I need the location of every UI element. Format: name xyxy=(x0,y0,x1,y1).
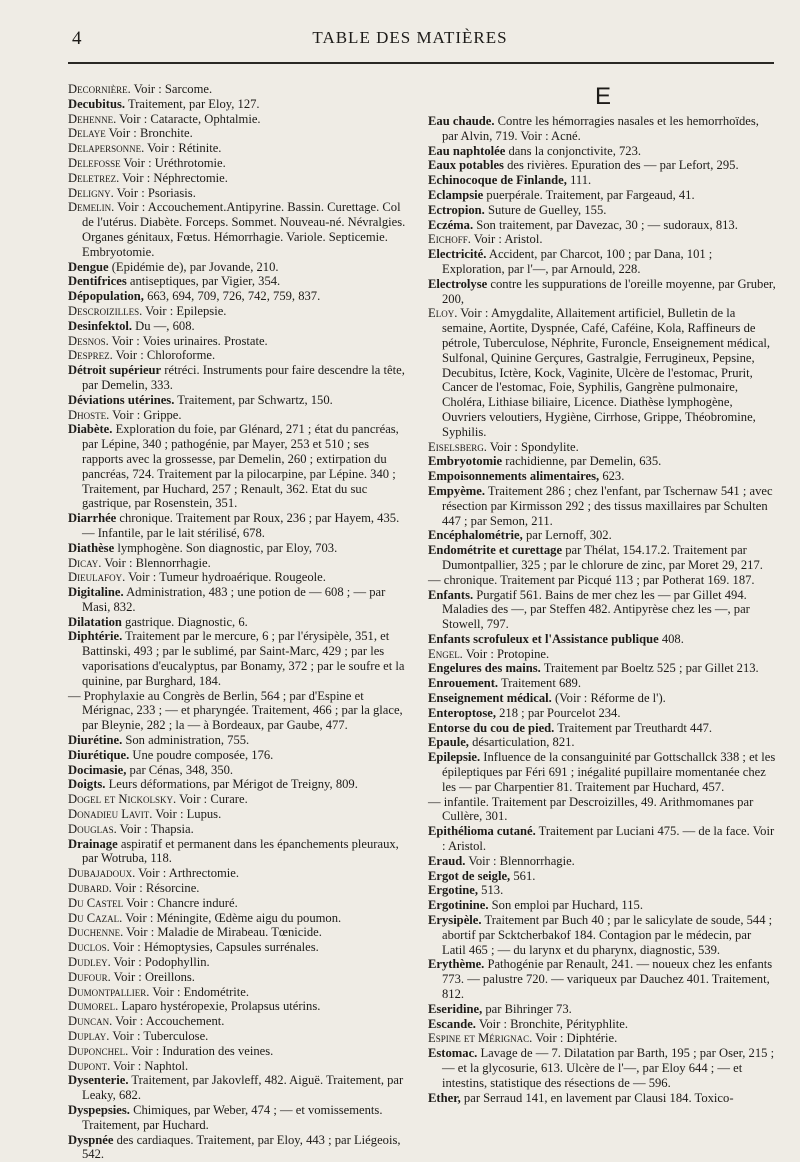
index-entry xyxy=(68,955,410,970)
page-number: 4 xyxy=(72,28,82,49)
index-entry xyxy=(428,469,778,484)
index-entry xyxy=(68,1133,410,1162)
index-entry xyxy=(428,632,778,647)
entry-heading: Erysipèle. xyxy=(428,913,482,928)
index-entry xyxy=(68,896,410,911)
index-entry xyxy=(68,126,410,141)
index-entry xyxy=(68,260,410,275)
entry-text: Influence de la consanguinité par Gottschallck 338 ; et les épileptiques par Féri 691 ; inégalité pupillaire momentanée chez les — par Charpentier 81. Traitement par Huchard, 457. xyxy=(442,750,776,794)
entry-heading: Diathèse xyxy=(68,540,115,555)
entry-text: Voir : Maladie de Mirabeau. Tœnicide. xyxy=(123,925,322,940)
index-entry xyxy=(428,957,778,1001)
index-entry xyxy=(68,925,410,940)
running-title: TABLE DES MATIÈRES xyxy=(312,28,508,47)
entry-text: 561. xyxy=(510,868,536,883)
entry-text: Voir : Amygdalite, Allaitement artificiel, Bulletin de la semaine, Aortite, Dyspnée, Café, Caféine, Kola, Raffineurs de pétrole, Tuberculose, Néphrite, Furoncle, Enseignement médical, Sulfonal, Quinine Gerçures, Gastralgie, Ferrugineux, Pepsine, Decubitus, Ictère, Kock, Vaginite, Ulcère de l'estomac, Prurit, Cancer de l'estomac, Foie, Syphilis, Gangrène pulmonaire, Choléra, Lithiase biliaire, Licence. Diathèse lymphogène, Ouvriers veloutiers, Hygiène, Cirrhose, Grippe, Théobromine, Syphilis. xyxy=(442,306,771,439)
index-entry xyxy=(428,883,778,898)
index-entry xyxy=(428,528,778,543)
entry-text: Voir : Lupus. xyxy=(152,807,222,822)
index-entry xyxy=(428,573,778,588)
entry-text: Voir : Blennorrhagie. xyxy=(465,853,575,868)
index-entry xyxy=(428,232,778,247)
index-entry xyxy=(428,543,778,573)
entry-text: Voir : Résorcine. xyxy=(111,881,200,896)
entry-heading: Enfants scrofuleux et l'Assistance publique xyxy=(428,631,659,646)
index-entry xyxy=(68,763,410,778)
entry-text: Administration, 483 ; une potion de — 608 ; — par Masi, 832. xyxy=(82,585,386,614)
entry-text: Traitement par Boeltz 525 ; par Gillet 213. xyxy=(540,661,759,676)
index-entry xyxy=(68,985,410,1000)
entry-text: des cardiaques. Traitement, par Eloy, 443 ; par Liégeois, 542. xyxy=(82,1132,401,1162)
entry-heading: Eichoff. xyxy=(428,232,471,247)
entry-text: 218 ; par Pourcelot 234. xyxy=(495,705,621,720)
entry-text: Voir : Spondylite. xyxy=(486,439,579,454)
entry-text: gastrique. Diagnostic, 6. xyxy=(121,614,248,629)
entry-text: dans la conjonctivite, 723. xyxy=(505,143,642,158)
entry-heading: Dyspnée xyxy=(68,1132,114,1147)
entry-heading: Détroit supérieur xyxy=(68,363,162,378)
index-entry xyxy=(428,188,778,203)
entry-text: Leurs déformations, par Mérigot de Treigny, 809. xyxy=(105,777,358,792)
entry-heading: Duchenne. xyxy=(68,925,124,940)
entry-text: Voir : Grippe. xyxy=(109,407,182,422)
entry-text: rachidienne, par Demelin, 635. xyxy=(502,454,662,469)
header-rule xyxy=(68,62,774,64)
entry-text: Exploration du foie, par Glénard, 271 ; état du pancréas, par Lépine, 340 ; pathogénie, par Mayer, 253 et 510 ; ses rapports avec la grossesse, par Demelin, 260 ; extirpation du pancréas, 724. Traitement par la pilocarpine, par Lépine. 340 ; Traitement, par Huchard, 257 ; Renault, 362. Etat du suc gastrique, par Rosenstein, 351. xyxy=(82,422,399,511)
entry-text: Voir : Diphtérie. xyxy=(532,1031,618,1046)
entry-text: (Voir : Réforme de l'). xyxy=(551,691,666,706)
index-entry xyxy=(428,454,778,469)
index-entry xyxy=(428,218,778,233)
entry-text: Traitement par Treuthardt 447. xyxy=(554,720,713,735)
index-entry xyxy=(428,691,778,706)
entry-text: Lavage de — 7. Dilatation par Barth, 195 ; par Oser, 215 ; — et la glycosurie, 613. Ulcère de l'—, par Eloy 644 ; — et intestins, statistique des résections de — 596. xyxy=(442,1046,775,1090)
entry-heading: Embryotomie xyxy=(428,454,503,469)
entry-text: 408. xyxy=(658,631,684,646)
entry-text: 111. xyxy=(566,173,592,188)
entry-text: Voir : Sarcome. xyxy=(130,82,213,96)
index-entry xyxy=(428,795,778,825)
entry-heading: Desinfektol. xyxy=(68,318,133,333)
entry-text: Voir : Podophyllin. xyxy=(110,955,210,970)
entry-heading: Desprez. xyxy=(68,348,113,363)
index-entry xyxy=(68,1044,410,1059)
index-entry xyxy=(428,898,778,913)
entry-text: Voir : Rétinite. xyxy=(144,141,222,156)
entry-heading: Eiselsberg. xyxy=(428,439,487,454)
index-entry xyxy=(68,1059,410,1074)
entry-text: Voir : Chancre induré. xyxy=(123,895,238,910)
entry-text: Traitement, par Jakovleff, 482. Aiguë. Traitement, par Leaky, 682. xyxy=(82,1073,404,1103)
entry-text: Suture de Guelley, 155. xyxy=(484,202,607,217)
entry-text: par Cénas, 348, 350. xyxy=(126,762,234,777)
index-entry xyxy=(428,144,778,159)
index-entry xyxy=(68,615,410,630)
index-entry xyxy=(428,203,778,218)
entry-text: Voir : Hémoptysies, Capsules surrénales. xyxy=(109,940,319,955)
entry-heading: Donadieu Lavit. xyxy=(68,807,153,822)
entry-text: Voir : Protopine. xyxy=(462,646,550,661)
entry-heading: Decornière. xyxy=(68,82,131,96)
entry-text: Voir : Bronchite. xyxy=(105,126,193,141)
entry-text: Du —, 608. xyxy=(132,318,195,333)
index-entry xyxy=(68,304,410,319)
index-entry xyxy=(68,422,410,511)
index-entry xyxy=(428,854,778,869)
entry-heading: Dieulafoy. xyxy=(68,570,126,585)
entry-text: Voir : Curare. xyxy=(176,792,248,807)
index-column-right xyxy=(428,82,778,1105)
entry-heading: Diurétine. xyxy=(68,733,123,748)
entry-heading: Dogel et Nickolsky. xyxy=(68,792,177,807)
entry-text: Traitement par Luciani 475. — de la face. Voir : Aristol. xyxy=(442,824,775,854)
entry-text: Voir : Thapsia. xyxy=(116,821,194,836)
entry-text: Voir : Voies urinaires. Prostate. xyxy=(108,333,268,348)
index-entry xyxy=(68,940,410,955)
index-entry xyxy=(68,334,410,349)
index-entry xyxy=(68,393,410,408)
entry-heading: Eloy. xyxy=(428,306,458,321)
entry-heading: Dehenne. xyxy=(68,111,117,126)
entry-heading: Delaye xyxy=(68,126,106,141)
index-entry xyxy=(428,1031,778,1046)
index-entry xyxy=(68,348,410,363)
entry-text: Une poudre composée, 176. xyxy=(129,747,274,762)
entry-heading: Delefosse xyxy=(68,155,121,170)
entry-text: chronique. Traitement par Roux, 236 ; par Hayem, 435. — Infantile, par le lait stérilisé, 678. xyxy=(82,511,400,540)
entry-heading: Duncan. xyxy=(68,1014,113,1029)
index-entry xyxy=(428,706,778,721)
index-entry xyxy=(428,869,778,884)
entry-text: Voir : Bronchite, Pérityphlite. xyxy=(475,1016,628,1031)
entry-heading: Eraud. xyxy=(428,853,466,868)
entry-heading: Demelin. xyxy=(68,200,115,215)
entry-heading: Dubajadoux. xyxy=(68,866,136,881)
entry-heading: Duclos. xyxy=(68,940,110,955)
entry-text: Pathogénie par Renault, 241. — noueux chez les enfants 773. — palustre 720. — variqueux par Dauchez 401. Traitement, 812. xyxy=(442,957,773,1002)
entry-heading: Delapersonne. xyxy=(68,141,145,156)
entry-text: Voir : Chloroforme. xyxy=(112,348,216,363)
index-entry xyxy=(68,733,410,748)
index-entry xyxy=(68,629,410,688)
index-entry xyxy=(68,171,410,186)
entry-text: Traitement par le mercure, 6 ; par l'érysipèle, 351, et Battinski, 493 ; par le sublimé, par Saint-Marc, 429 ; par les vaporisations d'eucalyptus, par Bonamy, 372 ; par le soufre et la quinine, par Burghard, 184. xyxy=(82,629,405,688)
entry-text: 513. xyxy=(478,883,504,898)
entry-heading: Enteroptose, xyxy=(428,705,496,720)
index-entry xyxy=(428,247,778,277)
entry-text: Voir : Arthrectomie. xyxy=(135,866,240,881)
entry-heading: Eczéma. xyxy=(428,217,474,232)
index-entry xyxy=(68,837,410,867)
index-entry xyxy=(68,689,410,733)
entry-heading: Dudley. xyxy=(68,955,111,970)
entry-text: — chronique. Traitement par Picqué 113 ; par Potherat 169. 187. xyxy=(428,572,755,587)
entry-text: par Lernoff, 302. xyxy=(522,528,612,543)
entry-text: 623. xyxy=(599,469,625,484)
entry-text: Traitement par Buch 40 ; par le salicylate de soude, 544 ; abortif par Scktcherbakof 184. Contagion par le médecin, par Latil 465 ; — du larynx et du pharynx, diagnostic, 539. xyxy=(442,913,773,957)
index-entry xyxy=(68,82,410,97)
entry-heading: Electrolyse xyxy=(428,276,488,291)
index-entry xyxy=(68,274,410,289)
entry-heading: Epithélioma cutané. xyxy=(428,824,536,839)
entry-heading: Dyspepsies. xyxy=(68,1102,130,1117)
entry-text: Chimiques, par Weber, 474 ; — et vomissements. Traitement, par Huchard. xyxy=(82,1102,383,1132)
index-entry xyxy=(68,541,410,556)
index-entry xyxy=(68,792,410,807)
index-entry xyxy=(68,999,410,1014)
entry-text: Voir : Aristol. xyxy=(470,232,543,247)
section-letter: E xyxy=(594,83,611,110)
entry-heading: Dépopulation, xyxy=(68,289,144,304)
entry-heading: Douglas. xyxy=(68,821,117,836)
entry-heading: Drainage xyxy=(68,836,118,851)
entry-heading: Dilatation xyxy=(68,614,122,629)
entry-text: par Bihringer 73. xyxy=(482,1001,572,1016)
entry-text: Voir : Uréthrotomie. xyxy=(120,155,226,170)
entry-text: Voir : Cataracte, Ophtalmie. xyxy=(116,111,261,126)
index-entry xyxy=(68,970,410,985)
entry-heading: Diphtérie. xyxy=(68,629,123,644)
index-entry xyxy=(68,1029,410,1044)
index-entry xyxy=(428,1017,778,1032)
index-entry xyxy=(428,588,778,632)
entry-text: Purgatif 561. Bains de mer chez les — par Gillet 494. Maladies des —, par Steffen 482. Antipyrèse chez les —, par Stowell, 797. xyxy=(442,587,750,632)
entry-heading: Diabète. xyxy=(68,422,113,437)
entry-heading: Desnos. xyxy=(68,333,109,348)
entry-heading: Eau chaude. xyxy=(428,114,495,128)
entry-heading: Electricité. xyxy=(428,247,487,262)
entry-text: Son administration, 755. xyxy=(122,733,250,748)
entry-text: Voir : Oreillons. xyxy=(110,969,195,984)
entry-heading: Duplay. xyxy=(68,1029,110,1043)
entry-text: contre les suppurations de l'oreille moyenne, par Gruber, 200, xyxy=(442,276,776,306)
entry-text: Voir : Psoriasis. xyxy=(113,185,196,200)
index-entry xyxy=(428,735,778,750)
entry-text: Voir : Néphrectomie. xyxy=(119,170,228,185)
entry-text: par Serraud 141, en lavement par Clausi 184. Toxico- xyxy=(460,1090,734,1105)
entry-heading: Eclampsie xyxy=(428,187,484,202)
index-entry xyxy=(428,1046,778,1090)
entry-heading: Decubitus. xyxy=(68,96,126,111)
index-entry xyxy=(68,289,410,304)
entry-heading: Eseridine, xyxy=(428,1001,483,1016)
entry-text: Voir : Epilepsie. xyxy=(142,303,227,318)
entry-text: aspiratif et permanent dans les épanchements pleuraux, par Wotruba, 118. xyxy=(82,836,399,866)
index-entry xyxy=(68,822,410,837)
entry-text: Son traitement, par Davezac, 30 ; — sudoraux, 813. xyxy=(473,217,738,232)
entry-heading: Eau naphtolée xyxy=(428,143,506,158)
entry-text: Voir : Accouchement.Antipyrine. Bassin. Curettage. Col de l'utérus. Diabète. Forceps. Sommet. Nouveau-né. Névralgies. Organes génitaux, Fœtus. Hémorrhagie. Variole. Septicemie. Embryotomie. xyxy=(82,200,406,259)
index-entry xyxy=(68,1014,410,1029)
index-entry xyxy=(68,97,410,112)
entry-heading: Dupont. xyxy=(68,1058,111,1073)
index-entry xyxy=(428,1002,778,1017)
entry-text: Voir : Blennorrhagie. xyxy=(101,555,211,570)
index-column-left xyxy=(68,82,410,1162)
entry-text: Contre les hémorragies nasales et les hemorrhoïdes, par Alvin, 719. Voir : Acné. xyxy=(442,114,759,143)
entry-text: Traitement 286 ; chez l'enfant, par Tschernaw 541 ; avec résection par Kirmisson 292 ; des tissus maxillaires par Schulten 447 ; par Semon, 211. xyxy=(442,483,773,528)
entry-text: Accident, par Charcot, 100 ; par Dana, 101 ; Exploration, par l'—, par Arnould, 228. xyxy=(442,247,713,276)
entry-heading: Dufour. xyxy=(68,969,111,984)
index-entry xyxy=(428,1091,778,1106)
entry-heading: Ectropion. xyxy=(428,202,485,217)
entry-text: 663, 694, 709, 726, 742, 759, 837. xyxy=(143,289,321,304)
entry-text: Traitement, par Schwartz, 150. xyxy=(174,392,333,407)
entry-text: antiseptiques, par Vigier, 354. xyxy=(126,274,281,289)
index-entry xyxy=(68,319,410,334)
index-entry xyxy=(68,881,410,896)
entry-heading: Espine et Mérignac. xyxy=(428,1031,533,1046)
entry-heading: Dentifrices xyxy=(68,274,127,289)
entry-heading: Diurétique. xyxy=(68,747,130,762)
index-entry xyxy=(428,721,778,736)
entry-heading: Dysenterie. xyxy=(68,1073,129,1088)
index-entry xyxy=(68,186,410,201)
entry-text: — infantile. Traitement par Descroizilles, 49. Arithmomanes par Cullère, 301. xyxy=(428,794,754,824)
index-entry xyxy=(68,156,410,171)
index-entry xyxy=(428,913,778,957)
entry-heading: Déviations utérines. xyxy=(68,392,175,407)
index-entry xyxy=(68,585,410,615)
entry-heading: Estomac. xyxy=(428,1046,478,1061)
entry-text: désarticulation, 821. xyxy=(468,735,575,750)
entry-heading: Deligny. xyxy=(68,185,114,200)
page-header xyxy=(60,28,760,54)
index-entry xyxy=(68,570,410,585)
entry-heading: Dubard. xyxy=(68,881,112,896)
entry-heading: Digitaline. xyxy=(68,585,124,600)
index-entry xyxy=(68,777,410,792)
index-entry xyxy=(428,824,778,854)
index-entry xyxy=(428,306,778,439)
index-entry xyxy=(68,748,410,763)
index-entry xyxy=(428,114,778,144)
entry-text: — Prophylaxie au Congrès de Berlin, 564 ; par d'Espine et Mérignac, 233 ; — et pharyngée. Traitement, 466 ; par la glace, par Bleynie, 282 ; la — à Bordeaux, par Gaube, 477. xyxy=(68,688,403,733)
entry-heading: Du Castel xyxy=(68,895,124,910)
index-entry xyxy=(428,173,778,188)
entry-heading: Descroizilles. xyxy=(68,303,143,318)
entry-heading: Diarrhée xyxy=(68,511,117,526)
entry-heading: Empoisonnements alimentaires, xyxy=(428,469,600,484)
entry-text: Voir : Tuberculose. xyxy=(109,1029,209,1043)
entry-heading: Deletrez. xyxy=(68,170,120,185)
index-entry xyxy=(68,1103,410,1133)
entry-heading: Enrouement. xyxy=(428,676,499,691)
entry-text: Traitement, par Eloy, 127. xyxy=(125,96,260,111)
index-entry xyxy=(68,807,410,822)
index-entry xyxy=(428,647,778,662)
entry-text: Son emploi par Huchard, 115. xyxy=(488,898,644,913)
entry-heading: Entorse du cou de pied. xyxy=(428,720,555,735)
entry-heading: Epilepsie. xyxy=(428,750,481,765)
entry-heading: Encéphalométrie, xyxy=(428,528,523,543)
entry-text: Voir : Tumeur hydroaérique. Rougeole. xyxy=(125,570,326,585)
entry-heading: Enseignement médical. xyxy=(428,691,552,706)
entry-heading: Engel. xyxy=(428,646,463,661)
entry-text: (Epidémie de), par Jovande, 210. xyxy=(108,259,279,274)
index-entry xyxy=(428,484,778,528)
entry-heading: Ergot de seigle, xyxy=(428,868,511,883)
entry-text: Laparo hystéropexie, Prolapsus utérins. xyxy=(118,999,321,1014)
index-entry xyxy=(428,661,778,676)
index-entries-right xyxy=(428,114,778,1105)
index-entry xyxy=(428,676,778,691)
entry-heading: Dumorel. xyxy=(68,999,119,1014)
entry-heading: Escande. xyxy=(428,1016,476,1031)
index-entry xyxy=(428,277,778,307)
entry-heading: Dicay. xyxy=(68,555,102,570)
entry-text: lymphogène. Son diagnostic, par Eloy, 703. xyxy=(114,540,338,555)
entry-heading: Erythème. xyxy=(428,957,485,972)
entry-heading: Dengue xyxy=(68,259,109,274)
index-entry xyxy=(68,112,410,127)
entry-heading: Echinocoque de Finlande, xyxy=(428,173,567,188)
index-entry xyxy=(428,158,778,173)
entry-heading: Ergotinine. xyxy=(428,898,489,913)
index-entry xyxy=(68,363,410,393)
entry-text: rétréci. Instruments pour faire descendre la tête, par Demelin, 333. xyxy=(82,363,405,392)
entry-text: par Thélat, 154.17.2. Traitement par Dumontpallier, 325 ; par le chlorure de zinc, par Moret 29, 217. xyxy=(442,543,763,572)
entry-heading: Dhoste. xyxy=(68,407,110,422)
entry-text: Voir : Endométrite. xyxy=(149,984,249,999)
index-entry xyxy=(68,911,410,926)
entry-heading: Dumontpallier. xyxy=(68,984,150,999)
entry-heading: Empyème. xyxy=(428,483,486,498)
entry-text: puerpérale. Traitement, par Fargeaud, 41. xyxy=(483,187,695,202)
entry-text: des rivières. Epuration des — par Lefort, 295. xyxy=(503,158,739,173)
index-entry xyxy=(68,200,410,259)
entry-heading: Epaule, xyxy=(428,735,469,750)
entry-heading: Docimasie, xyxy=(68,762,127,777)
entry-text: Voir : Induration des veines. xyxy=(128,1043,274,1058)
entry-heading: Du Cazal. xyxy=(68,910,123,925)
index-entry xyxy=(428,750,778,794)
index-entry xyxy=(68,556,410,571)
index-entry xyxy=(68,1073,410,1103)
index-entry xyxy=(68,408,410,423)
entry-text: Voir : Méningite, Œdème aigu du poumon. xyxy=(122,910,342,925)
entry-heading: Eaux potables xyxy=(428,158,504,173)
entry-heading: Endométrite et curettage xyxy=(428,543,563,558)
entry-heading: Duponchel. xyxy=(68,1043,129,1058)
entry-heading: Ether, xyxy=(428,1090,461,1105)
index-entry xyxy=(68,141,410,156)
entry-text: Voir : Naphtol. xyxy=(110,1058,189,1073)
entry-heading: Enfants. xyxy=(428,587,474,602)
entry-text: Traitement 689. xyxy=(498,676,582,691)
index-entry xyxy=(428,440,778,455)
index-entry xyxy=(68,511,410,541)
entry-heading: Ergotine, xyxy=(428,883,479,898)
entry-heading: Engelures des mains. xyxy=(428,661,541,676)
index-entry xyxy=(68,866,410,881)
entry-heading: Doigts. xyxy=(68,777,106,792)
entry-text: Voir : Accouchement. xyxy=(112,1014,225,1029)
